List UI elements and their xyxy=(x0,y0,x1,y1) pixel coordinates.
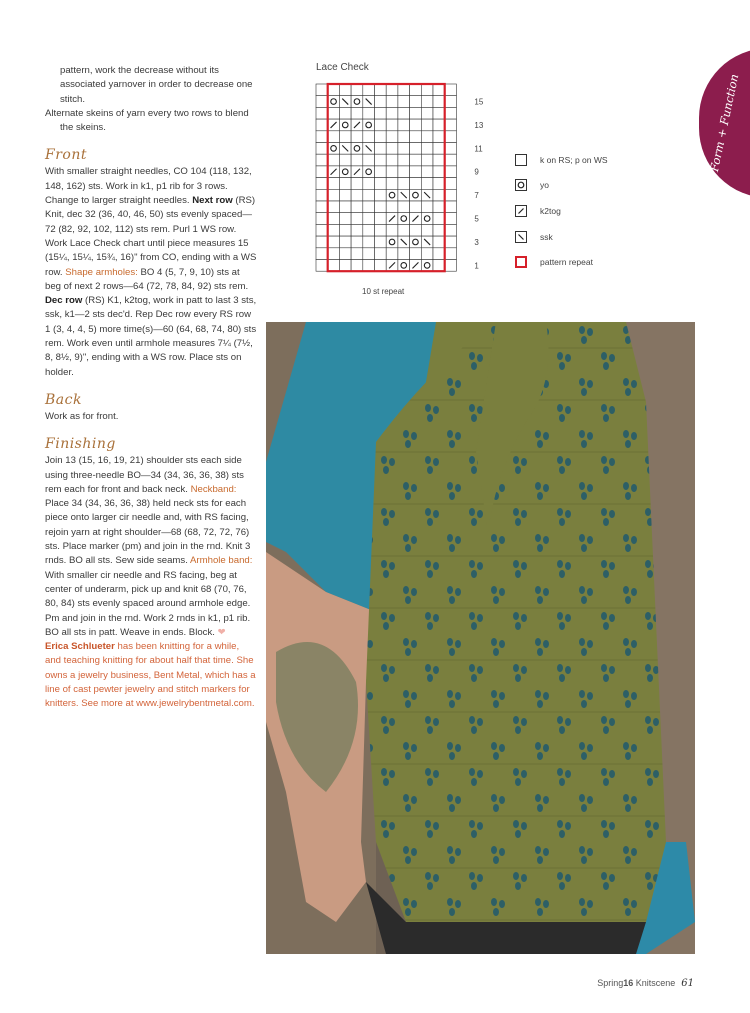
yo-symbol-icon xyxy=(515,179,527,191)
chart-cell xyxy=(351,224,363,236)
finishing-heading: Finishing xyxy=(45,436,116,453)
chart-cell xyxy=(421,107,433,119)
chart-cell xyxy=(316,260,328,272)
next-row-label: Next row xyxy=(192,195,233,207)
section-tab-label: Form + Function xyxy=(707,72,742,173)
row-number: 11 xyxy=(474,144,483,154)
repeat-label: 10 st repeat xyxy=(362,287,405,296)
chart-cell xyxy=(316,96,328,108)
chart-cell xyxy=(433,143,445,155)
chart-cell xyxy=(363,248,375,260)
chart-cell xyxy=(351,236,363,248)
chart-cell xyxy=(445,189,457,201)
chart-cell xyxy=(316,143,328,155)
chart-cell xyxy=(375,213,387,225)
pattern-repeat-icon xyxy=(515,256,527,268)
chart-cell xyxy=(421,131,433,143)
chart-cell xyxy=(375,189,387,201)
chart-cell xyxy=(421,224,433,236)
chart-cell xyxy=(316,213,328,225)
chart-cell xyxy=(433,84,445,96)
chart-cell xyxy=(375,131,387,143)
chart-cell xyxy=(398,119,410,131)
intro-paragraph: pattern, work the decrease without its associated yarnover in order to decrease one stitch. xyxy=(60,65,253,105)
chart-cell xyxy=(398,201,410,213)
chart-title: Lace Check xyxy=(316,62,369,73)
chart-cell xyxy=(351,178,363,190)
chart-cell xyxy=(445,213,457,225)
chart-cell xyxy=(410,178,422,190)
chart-cell xyxy=(445,154,457,166)
model-photo xyxy=(266,322,695,954)
chart-cell xyxy=(398,166,410,178)
chart-cell xyxy=(433,166,445,178)
chart-cell xyxy=(386,236,398,248)
chart-cell xyxy=(351,107,363,119)
chart-cell xyxy=(339,213,351,225)
chart-cell xyxy=(351,84,363,96)
chart-cell xyxy=(339,119,351,131)
chart-cell xyxy=(339,84,351,96)
pattern-text-column xyxy=(45,64,257,712)
chart-cell xyxy=(375,154,387,166)
chart-cell xyxy=(398,131,410,143)
chart-cell xyxy=(316,201,328,213)
chart-cell xyxy=(445,166,457,178)
chart-cell xyxy=(339,166,351,178)
chart-cell xyxy=(421,166,433,178)
chart-cell xyxy=(421,178,433,190)
chart-cell xyxy=(328,131,340,143)
knit-symbol-icon xyxy=(515,154,527,166)
chart-cell xyxy=(433,96,445,108)
chart-cell xyxy=(375,96,387,108)
chart-cell xyxy=(433,201,445,213)
chart-cell xyxy=(328,154,340,166)
chart-cell xyxy=(316,166,328,178)
chart-cell xyxy=(421,201,433,213)
chart-cell xyxy=(375,236,387,248)
chart-cell xyxy=(328,224,340,236)
chart-cell xyxy=(386,107,398,119)
chart-cell xyxy=(433,189,445,201)
chart-cell xyxy=(363,166,375,178)
chart-cell xyxy=(386,143,398,155)
chart-cell xyxy=(363,224,375,236)
chart-cell xyxy=(316,248,328,260)
chart-cell xyxy=(351,213,363,225)
heart-icon: ❤ xyxy=(217,626,226,638)
chart-cell xyxy=(421,96,433,108)
chart-cell xyxy=(398,248,410,260)
armhole-band-label: Armhole band: xyxy=(190,555,253,567)
legend-repeat: pattern repeat xyxy=(515,254,593,270)
chart-cell xyxy=(328,178,340,190)
chart-cell xyxy=(410,96,422,108)
chart-cell xyxy=(398,178,410,190)
chart-cell xyxy=(421,260,433,272)
legend-yo: yo xyxy=(515,177,549,193)
chart-cell xyxy=(339,107,351,119)
row-number: 7 xyxy=(474,191,479,201)
chart-cell xyxy=(328,248,340,260)
shape-armholes-label: Shape armholes: xyxy=(65,266,138,278)
chart-cell xyxy=(410,131,422,143)
page-footer: Spring16 Knitscene 61 xyxy=(597,978,694,989)
dec-row-label: Dec row xyxy=(45,295,83,307)
chart-cell xyxy=(351,201,363,213)
chart-cell xyxy=(445,260,457,272)
k2tog-symbol-icon xyxy=(515,205,527,217)
chart-cell xyxy=(316,84,328,96)
chart-cell xyxy=(398,84,410,96)
chart-cell xyxy=(410,236,422,248)
chart-cell xyxy=(386,154,398,166)
chart-cell xyxy=(316,178,328,190)
designer-name: Erica Schlueter xyxy=(45,641,115,653)
chart-cell xyxy=(375,260,387,272)
ssk-symbol-icon xyxy=(515,231,527,243)
chart-cell xyxy=(351,248,363,260)
chart-cell xyxy=(328,84,340,96)
chart-cell xyxy=(433,119,445,131)
chart-cell xyxy=(410,166,422,178)
chart-cell xyxy=(445,143,457,155)
chart-cell xyxy=(445,178,457,190)
lace-check-chart xyxy=(312,80,492,280)
chart-cell xyxy=(386,119,398,131)
chart-cell xyxy=(421,119,433,131)
chart-cell xyxy=(328,213,340,225)
chart-cell xyxy=(316,224,328,236)
chart-cell xyxy=(375,201,387,213)
chart-cell xyxy=(386,248,398,260)
chart-cell xyxy=(339,236,351,248)
chart-cell xyxy=(328,143,340,155)
chart-cell xyxy=(351,131,363,143)
chart-cell xyxy=(386,84,398,96)
chart-cell xyxy=(363,154,375,166)
chart-cell xyxy=(445,224,457,236)
chart-cell xyxy=(328,260,340,272)
chart-cell xyxy=(410,84,422,96)
chart-cell xyxy=(328,236,340,248)
chart-cell xyxy=(433,154,445,166)
chart-cell xyxy=(316,107,328,119)
chart-cell xyxy=(316,154,328,166)
chart-cell xyxy=(386,224,398,236)
chart-cell xyxy=(316,236,328,248)
chart-cell xyxy=(445,107,457,119)
chart-cell xyxy=(363,107,375,119)
chart-cell xyxy=(375,107,387,119)
vest-photo-illustration xyxy=(266,322,695,954)
row-number: 3 xyxy=(474,237,479,247)
chart-cell xyxy=(351,189,363,201)
chart-cell xyxy=(351,143,363,155)
chart-cell xyxy=(328,107,340,119)
page-number: 61 xyxy=(681,978,694,989)
chart-cell xyxy=(328,189,340,201)
chart-cell xyxy=(339,154,351,166)
chart-cell xyxy=(375,178,387,190)
chart-cell xyxy=(433,260,445,272)
chart-cell xyxy=(363,189,375,201)
chart-cell xyxy=(410,107,422,119)
chart-cell xyxy=(351,260,363,272)
neckband-label: Neckband: xyxy=(190,483,237,495)
chart-cell xyxy=(339,248,351,260)
back-heading: Back xyxy=(45,391,82,408)
chart-cell xyxy=(445,248,457,260)
chart-cell xyxy=(363,119,375,131)
chart-cell xyxy=(410,248,422,260)
chart-cell xyxy=(398,224,410,236)
chart-cell xyxy=(398,260,410,272)
row-number: 5 xyxy=(474,214,479,224)
chart-cell xyxy=(445,84,457,96)
chart-cell xyxy=(445,131,457,143)
chart-cell xyxy=(386,201,398,213)
chart-cell xyxy=(433,131,445,143)
chart-cell xyxy=(375,119,387,131)
chart-cell xyxy=(386,131,398,143)
chart-cell xyxy=(433,107,445,119)
chart-cell xyxy=(339,189,351,201)
chart-cell xyxy=(339,224,351,236)
chart-cell xyxy=(433,178,445,190)
chart-cell xyxy=(363,201,375,213)
chart-cell xyxy=(363,213,375,225)
chart-cell xyxy=(328,96,340,108)
chart-cell xyxy=(421,248,433,260)
chart-cell xyxy=(445,119,457,131)
chart-cell xyxy=(421,84,433,96)
chart-cell xyxy=(386,178,398,190)
chart-cell xyxy=(445,96,457,108)
back-paragraph: Work as for front. xyxy=(45,410,119,422)
chart-cell xyxy=(363,260,375,272)
chart-cell xyxy=(421,213,433,225)
chart-cell xyxy=(375,166,387,178)
chart-cell xyxy=(316,189,328,201)
chart-cell xyxy=(375,224,387,236)
chart-cell xyxy=(363,131,375,143)
row-number: 15 xyxy=(474,97,484,107)
chart-cell xyxy=(339,178,351,190)
chart-cell xyxy=(328,201,340,213)
chart-cell xyxy=(375,84,387,96)
chart-cell xyxy=(433,213,445,225)
finishing-paragraph: Join 13 (15, 16, 19, 21) shoulder sts each side using three-needle BO—34 (34, 36, 36, 38) sts rem each for front and back neck. Neckband: Place 34 (34, 36, 36, 38) held neck sts for each piece onto larger cir needle and, with RS facing, rejoin yarn at right shoulder—68 (68, 72, 72, 76) sts. Place marker (pm) and join in the rnd. Knit 3 rnds. BO all sts. Sew side seams. Armhole band: With smaller cir needle and RS facing, beg at center of underarm, pick up and knit 68 (70, 76, 80, 84) sts evenly spaced around armhole edge. Pm and join in the rnd. Work 2 rnds in k1, p1 rib. BO all sts in patt. Weave in ends. Block. ❤ xyxy=(45,455,253,638)
legend-k2tog: k2tog xyxy=(515,203,561,219)
chart-cell xyxy=(339,201,351,213)
chart-cell xyxy=(398,143,410,155)
chart-cell xyxy=(386,166,398,178)
chart-cell xyxy=(386,189,398,201)
designer-bio: Erica Schlueter has been knitting for a while, and teaching knitting for about half that time. She owns a jewelry business, Bent Metal, which has a line of cast pewter jewelry and stitch markers for knitters. See more at www.jewelrybentmetal.com. xyxy=(45,641,256,710)
chart-cell xyxy=(351,96,363,108)
chart-cell xyxy=(375,143,387,155)
chart-cell xyxy=(398,96,410,108)
chart-cell xyxy=(410,154,422,166)
chart-cell xyxy=(339,260,351,272)
chart-cell xyxy=(398,107,410,119)
chart-cell xyxy=(386,96,398,108)
chart-cell xyxy=(433,224,445,236)
chart-cell xyxy=(410,201,422,213)
chart-cell xyxy=(351,154,363,166)
chart-cell xyxy=(410,119,422,131)
chart-cell xyxy=(421,154,433,166)
chart-cell xyxy=(433,236,445,248)
chart-cell xyxy=(410,189,422,201)
chart-cell xyxy=(410,224,422,236)
chart-cell xyxy=(398,213,410,225)
chart-cell xyxy=(398,154,410,166)
chart-cell xyxy=(363,236,375,248)
chart-cell xyxy=(316,131,328,143)
chart-cell xyxy=(410,143,422,155)
chart-cell xyxy=(445,236,457,248)
chart-cell xyxy=(375,248,387,260)
chart-cell xyxy=(363,84,375,96)
row-number: 1 xyxy=(474,261,479,271)
chart-cell xyxy=(433,248,445,260)
legend-knit: k on RS; p on WS xyxy=(515,152,608,168)
legend-ssk: ssk xyxy=(515,229,553,245)
row-number: 9 xyxy=(474,167,479,177)
row-number: 13 xyxy=(474,120,484,130)
chart-cell xyxy=(316,119,328,131)
chart-cell xyxy=(339,131,351,143)
front-paragraph: With smaller straight needles, CO 104 (118, 132, 148, 162) sts. Work in k1, p1 rib for 3 rows. Change to larger straight needles. Next row (RS) Knit, dec 32 (36, 40, 46, 50) sts evenly spaced—72 (82, 92, 102, 112) sts rem. Purl 1 WS row. Work Lace Check chart until piece measures 15 (15¼, 15¼, 15¾, 16)" from CO, ending with a WS row. Shape armholes: BO 4 (5, 7, 9, 10) sts at beg of next 2 rows—64 (72, 78, 84, 92) sts rem. Dec row (RS) K1, k2tog, work in patt to last 3 sts, ssk, k1—2 sts dec'd. Rep Dec row every RS row 1 (3, 4, 4, 5) more time(s)—60 (64, 68, 74, 80) sts rem. Work even until armhole measures 7¼ (7½, 8, 8½, 9)", ending with a WS row. Place sts on holder. xyxy=(45,166,257,378)
chart-cell xyxy=(421,143,433,155)
chart-cell xyxy=(445,201,457,213)
front-heading: Front xyxy=(45,147,87,164)
intro-note: Alternate skeins of yarn every two rows to blend the skeins. xyxy=(45,107,249,134)
chart-cell xyxy=(363,178,375,190)
